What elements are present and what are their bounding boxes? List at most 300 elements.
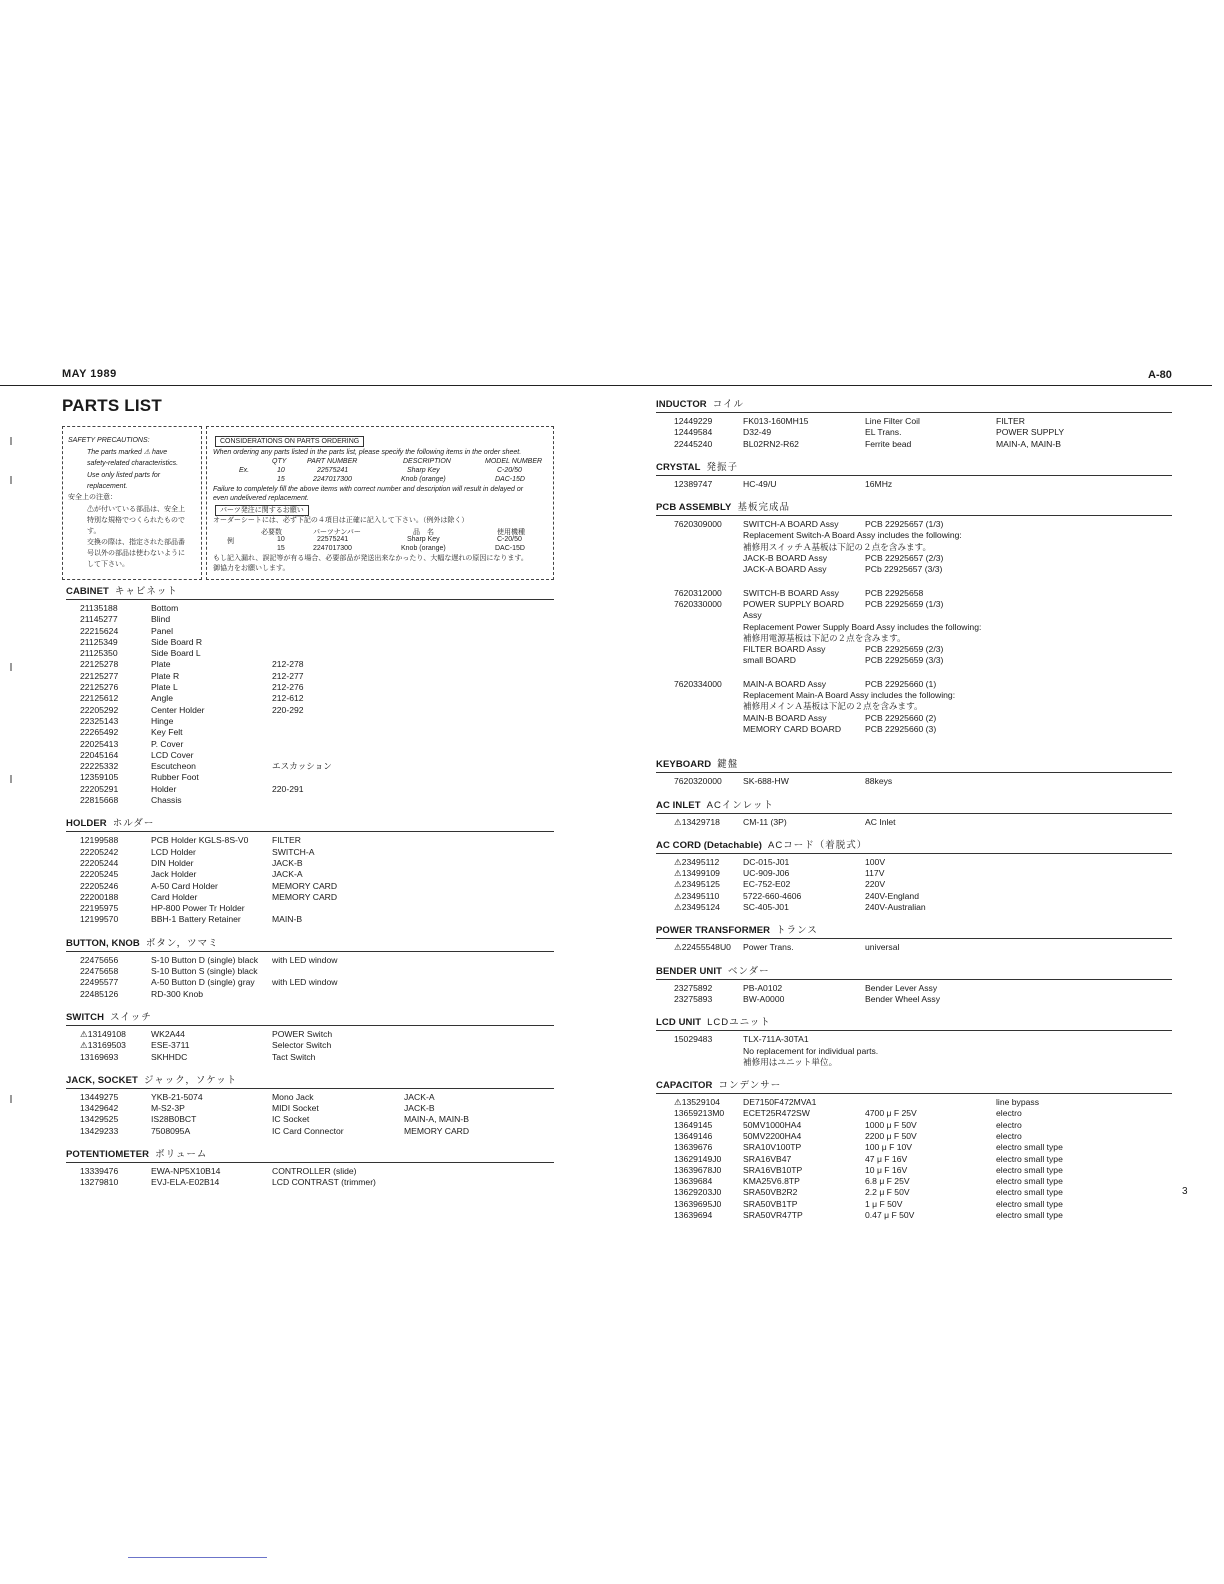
table-row bbox=[656, 1210, 1172, 1221]
section-spacer bbox=[656, 490, 1172, 502]
part-name: SRA10V100TP bbox=[743, 1142, 802, 1153]
part-number: 22325143 bbox=[80, 715, 119, 726]
table-row bbox=[656, 942, 1172, 953]
ex-qty: 15 bbox=[277, 476, 285, 483]
safety-line: Use only listed parts for bbox=[87, 472, 161, 479]
ex-model: DAC-15D bbox=[495, 545, 525, 552]
part-name: SC-405-J01 bbox=[743, 902, 789, 913]
jp-ex-label: 例 bbox=[227, 538, 234, 545]
table-row bbox=[656, 633, 1172, 644]
ex-part: 2247017300 bbox=[313, 545, 352, 552]
section-rule bbox=[66, 599, 554, 600]
table-row bbox=[66, 1166, 554, 1177]
safety-jp-line: 交換の際は、指定された部品番 bbox=[87, 539, 185, 546]
table-row bbox=[656, 622, 1172, 633]
part-number: 22205244 bbox=[80, 857, 119, 868]
table-row bbox=[656, 542, 1172, 553]
section-spacer bbox=[656, 747, 1172, 759]
part-number: 22125612 bbox=[80, 693, 119, 704]
section-header bbox=[656, 399, 1172, 411]
part-name: DE7150F472MVA1 bbox=[743, 1097, 817, 1108]
part-number: 13429642 bbox=[80, 1103, 119, 1114]
section-title: LCD UNIT bbox=[656, 1017, 702, 1029]
part-spec: 117V bbox=[865, 868, 885, 879]
section-rule bbox=[656, 853, 1172, 854]
section-title-jp: トランス bbox=[776, 925, 818, 937]
col-description: DESCRIPTION bbox=[403, 458, 451, 465]
part-spec: CONTROLLER (slide) bbox=[272, 1165, 357, 1176]
part-number: 15029483 bbox=[674, 1034, 713, 1045]
part-name: Assy bbox=[743, 610, 762, 621]
part-spec: PCB 22925658 bbox=[865, 587, 924, 598]
header-code: A-80 bbox=[1148, 369, 1172, 381]
sub-assy-name: MAIN-B BOARD Assy bbox=[743, 712, 827, 723]
section-spacer bbox=[656, 788, 1172, 800]
part-number: 13639684 bbox=[674, 1176, 713, 1187]
part-number: ⚠23495125 bbox=[674, 879, 720, 890]
part-name: Angle bbox=[151, 693, 173, 704]
part-board: JACK-A bbox=[404, 1091, 435, 1102]
ex-model: C-20/50 bbox=[497, 536, 522, 543]
part-board: electro bbox=[996, 1108, 1022, 1119]
safety-title: SAFETY PRECAUTIONS: bbox=[68, 437, 150, 444]
section-title: POTENTIOMETER bbox=[66, 1148, 150, 1160]
part-number: 21145277 bbox=[80, 614, 118, 625]
table-row bbox=[656, 427, 1172, 438]
part-name: A-50 Button D (single) gray bbox=[151, 977, 255, 988]
section-title-jp: コンデンサー bbox=[718, 1080, 782, 1092]
jp-col: 品 名 bbox=[413, 529, 434, 536]
header-date: MAY 1989 bbox=[62, 368, 117, 380]
part-number: 12199570 bbox=[80, 914, 119, 925]
part-spec: POWER Switch bbox=[272, 1028, 333, 1039]
part-spec: with LED window bbox=[272, 954, 338, 965]
part-name: RD-300 Knob bbox=[151, 988, 204, 999]
table-row bbox=[656, 902, 1172, 913]
part-spec: MEMORY CARD bbox=[272, 891, 338, 902]
part-spec: 220-291 bbox=[272, 783, 304, 794]
part-number: 22205292 bbox=[80, 704, 119, 715]
part-number: 13649145 bbox=[674, 1119, 713, 1130]
part-name: POWER SUPPLY BOARD bbox=[743, 598, 844, 609]
section-title: PCB ASSEMBLY bbox=[656, 502, 732, 514]
table-row bbox=[66, 1052, 554, 1063]
table-row bbox=[656, 1046, 1172, 1057]
part-name: Rubber Foot bbox=[151, 772, 199, 783]
table-row bbox=[656, 599, 1172, 610]
table-row bbox=[656, 553, 1172, 564]
table-row bbox=[656, 479, 1172, 490]
part-spec: 4700 μ F 25V bbox=[865, 1108, 917, 1119]
table-row bbox=[66, 869, 554, 880]
part-number: ⚠13169503 bbox=[80, 1040, 126, 1051]
table-row bbox=[66, 761, 554, 772]
part-number: 12449584 bbox=[674, 427, 713, 438]
section-rule bbox=[656, 813, 1172, 814]
table-row bbox=[656, 588, 1172, 599]
part-spec: 240V-England bbox=[865, 890, 919, 901]
section-title-jp: LCDユニット bbox=[707, 1017, 771, 1029]
part-spec: 212-277 bbox=[272, 670, 304, 681]
part-name: CM-11 (3P) bbox=[743, 816, 787, 827]
section-spacer bbox=[656, 913, 1172, 925]
section-title: CAPACITOR bbox=[656, 1080, 713, 1092]
part-number: 23275892 bbox=[674, 982, 713, 993]
part-note-jp: 補修用スイッチＡ基板は下記の２点を含みます。 bbox=[743, 541, 932, 552]
safety-jp-line: ⚠が付いている部品は、安全上 bbox=[87, 506, 185, 513]
part-spec: PCB 22925659 (1/3) bbox=[865, 598, 944, 609]
safety-line: replacement. bbox=[87, 483, 128, 490]
part-spec: JACK-A bbox=[272, 869, 303, 880]
table-row bbox=[66, 858, 554, 869]
ex-part: 22575241 bbox=[317, 536, 349, 543]
part-name: Side Board R bbox=[151, 636, 203, 647]
part-spec: FILTER bbox=[272, 835, 301, 846]
table-row bbox=[66, 966, 554, 977]
part-name: 50MV2200HA4 bbox=[743, 1130, 802, 1141]
part-name: ESE-3711 bbox=[151, 1040, 190, 1051]
part-number: 13649146 bbox=[674, 1130, 713, 1141]
table-row bbox=[66, 1114, 554, 1125]
part-name: Hinge bbox=[151, 715, 174, 726]
part-board: electro small type bbox=[996, 1153, 1063, 1164]
section-header bbox=[656, 502, 1172, 514]
part-number: 22495577 bbox=[80, 977, 119, 988]
considerations-jp-note: もし記入漏れ、誤記等が有る場合、必要部品が発送出来なかったり、大幅な遅れの原因になります。 bbox=[213, 555, 528, 562]
section-rule bbox=[66, 1088, 554, 1089]
part-number: 22195975 bbox=[80, 903, 119, 914]
sub-assy-name: FILTER BOARD Assy bbox=[743, 644, 826, 655]
section-title: SWITCH bbox=[66, 1011, 105, 1023]
part-note: Replacement Switch-A Board Assy includes the following: bbox=[743, 530, 962, 541]
section-header bbox=[66, 1075, 554, 1087]
section-title: INDUCTOR bbox=[656, 399, 707, 410]
part-name: UC-909-J06 bbox=[743, 868, 790, 879]
left-parts-column bbox=[66, 586, 554, 1201]
part-name: KMA25V6.8TP bbox=[743, 1176, 800, 1187]
section-title: JACK, SOCKET bbox=[66, 1074, 138, 1086]
margin-mark bbox=[10, 775, 12, 783]
section-rule bbox=[66, 951, 554, 952]
part-name: Blind bbox=[151, 614, 171, 625]
section-title-jp: キャビネット bbox=[114, 586, 178, 597]
part-number: 12359105 bbox=[80, 772, 119, 783]
ex-desc: Sharp Key bbox=[407, 467, 440, 474]
part-spec: MIDI Socket bbox=[272, 1103, 319, 1114]
table-row bbox=[66, 772, 554, 783]
part-spec: 1 μ F 50V bbox=[865, 1198, 903, 1209]
part-spec: 212-278 bbox=[272, 659, 304, 670]
table-row bbox=[66, 881, 554, 892]
table-row bbox=[656, 564, 1172, 575]
table-row bbox=[656, 994, 1172, 1005]
part-name: Chassis bbox=[151, 795, 182, 806]
part-board: FILTER bbox=[996, 416, 1025, 426]
section-header bbox=[656, 1080, 1172, 1092]
row-spacer bbox=[656, 667, 1172, 679]
section-header bbox=[66, 818, 554, 830]
table-row bbox=[656, 1187, 1172, 1198]
part-name: BBH-1 Battery Retainer bbox=[151, 914, 241, 925]
section-title: CRYSTAL bbox=[656, 461, 701, 473]
section-title: BUTTON, KNOB bbox=[66, 937, 140, 949]
part-name: SRA16VB10TP bbox=[743, 1164, 803, 1175]
section-spacer bbox=[66, 1137, 554, 1149]
ex-qty: 10 bbox=[277, 467, 285, 474]
considerations-jp-title: パーツ発注に関するお願い bbox=[215, 505, 309, 516]
table-row bbox=[656, 983, 1172, 994]
part-number: 21125349 bbox=[80, 636, 118, 647]
safety-jp-line: 特別な規格でつくられたもので bbox=[87, 517, 185, 524]
part-spec: 212-276 bbox=[272, 682, 304, 693]
footer-rule bbox=[128, 1557, 267, 1558]
part-note: Replacement Main-A Board Assy includes the following: bbox=[743, 690, 956, 701]
part-name: SRA16VB47 bbox=[743, 1153, 792, 1164]
section-title-jp: 発振子 bbox=[706, 461, 739, 473]
part-number: 13639678J0 bbox=[674, 1164, 722, 1175]
part-spec: IC Socket bbox=[272, 1114, 310, 1125]
section-header bbox=[656, 925, 1172, 937]
part-number: 7620334000 bbox=[674, 678, 722, 689]
table-row bbox=[66, 955, 554, 966]
table-row bbox=[66, 648, 554, 659]
part-number: 13429233 bbox=[80, 1125, 119, 1136]
section-spacer bbox=[66, 926, 554, 938]
part-note: No replacement for individual parts. bbox=[743, 1045, 879, 1056]
part-number: 22125277 bbox=[80, 670, 119, 681]
section-title: KEYBOARD bbox=[656, 759, 712, 771]
part-name: SRA50VB1TP bbox=[743, 1198, 798, 1209]
part-number: 22025413 bbox=[80, 738, 119, 749]
part-name: EC-752-E02 bbox=[743, 879, 791, 890]
table-row bbox=[66, 1040, 554, 1051]
part-board: line bypass bbox=[996, 1097, 1039, 1108]
part-spec: IC Card Connector bbox=[272, 1125, 344, 1136]
part-number: 12449229 bbox=[674, 416, 713, 426]
sub-assy-name: MEMORY CARD BOARD bbox=[743, 723, 842, 734]
section-header bbox=[66, 938, 554, 950]
section-rule bbox=[656, 938, 1172, 939]
section-rule bbox=[656, 412, 1172, 413]
part-board: electro small type bbox=[996, 1176, 1063, 1187]
section-title: POWER TRANSFORMER bbox=[656, 925, 771, 937]
part-spec: JACK-B bbox=[272, 857, 303, 868]
part-spec: 2200 μ F 50V bbox=[865, 1130, 917, 1141]
section-rule bbox=[66, 1025, 554, 1026]
section-rule bbox=[656, 979, 1172, 980]
part-number: ⚠13499109 bbox=[674, 868, 720, 879]
part-spec: EL Trans. bbox=[865, 427, 902, 438]
jp-col: 使用機種 bbox=[497, 529, 525, 536]
part-board: electro small type bbox=[996, 1210, 1063, 1221]
section-title-jp: 基板完成品 bbox=[737, 502, 790, 514]
table-row bbox=[66, 903, 554, 914]
considerations-jp-note: 御協力をお願いします。 bbox=[213, 565, 290, 572]
table-row bbox=[66, 1092, 554, 1103]
part-spec: 10 μ F 16V bbox=[865, 1164, 908, 1175]
considerations-jp-intro: オーダーシートには、必ず下記の４項目は正確に記入して下さい。（例外は除く） bbox=[213, 517, 469, 524]
table-row bbox=[66, 693, 554, 704]
part-spec: with LED window bbox=[272, 977, 338, 988]
part-number: 22205291 bbox=[80, 783, 119, 794]
considerations-failure: Failure to completely fill the above items with correct number and description will result in delayed or bbox=[213, 486, 524, 493]
part-number: 13639695J0 bbox=[674, 1198, 722, 1209]
part-spec: Tact Switch bbox=[272, 1051, 316, 1062]
table-row bbox=[656, 776, 1172, 787]
table-row bbox=[656, 610, 1172, 621]
part-name: EWA-NP5X10B14 bbox=[151, 1165, 221, 1176]
part-spec: 100 μ F 10V bbox=[865, 1142, 912, 1153]
ex-label: Ex. bbox=[239, 467, 250, 474]
part-board: MAIN-A, MAIN-B bbox=[404, 1114, 469, 1125]
table-row bbox=[656, 724, 1172, 735]
part-name: SKHHDC bbox=[151, 1051, 188, 1062]
part-name: Escutcheon bbox=[151, 761, 196, 772]
part-number: 21125350 bbox=[80, 648, 118, 659]
margin-mark bbox=[10, 663, 12, 671]
part-spec: 1000 μ F 50V bbox=[865, 1119, 917, 1130]
sub-assy-name: JACK-A BOARD Assy bbox=[743, 564, 827, 575]
part-spec: MEMORY CARD bbox=[272, 880, 338, 891]
page-number: 3 bbox=[1182, 1186, 1188, 1197]
table-row bbox=[66, 1177, 554, 1188]
ex-qty: 10 bbox=[277, 536, 285, 543]
part-name: HP-800 Power Tr Holder bbox=[151, 903, 245, 914]
part-spec: 88keys bbox=[865, 776, 893, 787]
section-spacer bbox=[656, 1068, 1172, 1080]
table-row bbox=[66, 1126, 554, 1137]
table-row bbox=[66, 750, 554, 761]
section-header bbox=[656, 800, 1172, 812]
part-spec: 16MHz bbox=[865, 478, 893, 489]
part-name: M-S2-3P bbox=[151, 1103, 185, 1114]
table-row bbox=[66, 716, 554, 727]
table-row bbox=[656, 1034, 1172, 1045]
table-row bbox=[656, 690, 1172, 701]
table-row bbox=[656, 1097, 1172, 1108]
part-board: electro small type bbox=[996, 1187, 1063, 1198]
part-number: 13339476 bbox=[80, 1165, 119, 1176]
table-row bbox=[66, 739, 554, 750]
ex-part: 22575241 bbox=[317, 467, 349, 474]
part-spec: 6.8 μ F 25V bbox=[865, 1176, 910, 1187]
part-number: ⚠13529104 bbox=[674, 1097, 720, 1108]
section-spacer bbox=[66, 806, 554, 818]
part-spec: AC Inlet bbox=[865, 816, 896, 827]
part-name: BL02RN2-R62 bbox=[743, 438, 799, 449]
table-row bbox=[656, 701, 1172, 712]
part-name: PCB Holder KGLS-8S-V0 bbox=[151, 835, 249, 846]
ex-desc: Knob (orange) bbox=[401, 545, 446, 552]
part-number: 22485126 bbox=[80, 988, 119, 999]
part-name: FK013-160MH15 bbox=[743, 416, 809, 426]
part-spec: Selector Switch bbox=[272, 1040, 332, 1051]
ex-model: DAC-15D bbox=[495, 476, 525, 483]
section-header bbox=[656, 462, 1172, 474]
part-number: 22475658 bbox=[80, 966, 119, 977]
considerations-title: CONSIDERATIONS ON PARTS ORDERING bbox=[215, 436, 364, 447]
table-row bbox=[656, 1131, 1172, 1142]
ex-desc: Sharp Key bbox=[407, 536, 440, 543]
part-name: Holder bbox=[151, 783, 177, 794]
part-name: Key Felt bbox=[151, 727, 183, 738]
part-number: 13449275 bbox=[80, 1091, 119, 1102]
safety-line: The parts marked ⚠ have bbox=[87, 449, 168, 456]
section-title-jp: スイッチ bbox=[110, 1011, 152, 1023]
part-board: electro small type bbox=[996, 1164, 1063, 1175]
part-name: Power Trans. bbox=[743, 942, 794, 953]
section-title-jp: ボリューム bbox=[155, 1148, 208, 1160]
margin-mark bbox=[10, 476, 12, 484]
part-name: SRA50VB2R2 bbox=[743, 1187, 798, 1198]
table-row bbox=[66, 682, 554, 693]
part-name: Jack Holder bbox=[151, 869, 197, 880]
table-row bbox=[656, 891, 1172, 902]
part-number: ⚠13429718 bbox=[674, 816, 720, 827]
part-name: P. Cover bbox=[151, 738, 184, 749]
part-note-jp: 補修用はユニット単位。 bbox=[743, 1056, 838, 1067]
safety-jp-line: して下さい。 bbox=[87, 561, 129, 568]
part-spec: Ferrite bead bbox=[865, 438, 912, 449]
part-name: DC-015-J01 bbox=[743, 856, 790, 867]
header-rule bbox=[0, 385, 1212, 386]
part-name: WK2A44 bbox=[151, 1028, 185, 1039]
table-row bbox=[656, 1120, 1172, 1131]
part-number: 22225332 bbox=[80, 761, 119, 772]
table-row bbox=[656, 655, 1172, 666]
part-number: ⚠23495112 bbox=[674, 856, 720, 867]
sub-assy-pcb: PCB 22925657 (2/3) bbox=[865, 553, 944, 564]
col-model-number: MODEL NUMBER bbox=[485, 458, 543, 465]
section-header bbox=[66, 1149, 554, 1161]
part-name: HC-49/U bbox=[743, 478, 777, 489]
part-board: JACK-B bbox=[404, 1103, 435, 1114]
part-number: 22445240 bbox=[674, 438, 713, 449]
part-number: 13629149J0 bbox=[674, 1153, 722, 1164]
part-number: 7620330000 bbox=[674, 598, 722, 609]
part-number: 13639694 bbox=[674, 1210, 713, 1221]
col-qty: QTY bbox=[272, 458, 287, 465]
jp-col: パーツナンバー bbox=[313, 529, 361, 536]
section-rule bbox=[66, 1162, 554, 1163]
table-row bbox=[656, 1176, 1172, 1187]
part-number: 12389747 bbox=[674, 478, 713, 489]
part-name: Plate R bbox=[151, 670, 180, 681]
part-spec: LCD CONTRAST (trimmer) bbox=[272, 1177, 376, 1188]
part-note-jp: 補修用電源基板は下記の２点を含みます。 bbox=[743, 632, 906, 643]
part-board: MAIN-A, MAIN-B bbox=[996, 438, 1061, 449]
section-spacer bbox=[656, 954, 1172, 966]
part-name: LCD Holder bbox=[151, 846, 196, 857]
margin-mark bbox=[10, 1095, 12, 1103]
part-number: 22205246 bbox=[80, 880, 119, 891]
table-row bbox=[66, 914, 554, 925]
part-spec: 220V bbox=[865, 879, 886, 890]
part-spec: universal bbox=[865, 942, 900, 953]
part-name: Side Board L bbox=[151, 648, 201, 659]
part-number: 7620312000 bbox=[674, 587, 722, 598]
part-spec: 212-612 bbox=[272, 693, 304, 704]
part-name: PB-A0102 bbox=[743, 982, 783, 993]
part-name: YKB-21-5074 bbox=[151, 1091, 203, 1102]
sub-assy-name: JACK-B BOARD Assy bbox=[743, 553, 828, 564]
table-row bbox=[656, 713, 1172, 724]
part-spec: 220-292 bbox=[272, 704, 304, 715]
section-rule bbox=[656, 1030, 1172, 1031]
table-row bbox=[66, 614, 554, 625]
section-title-jp: ジャック，ソケット bbox=[143, 1074, 238, 1086]
section-header bbox=[656, 759, 1172, 771]
